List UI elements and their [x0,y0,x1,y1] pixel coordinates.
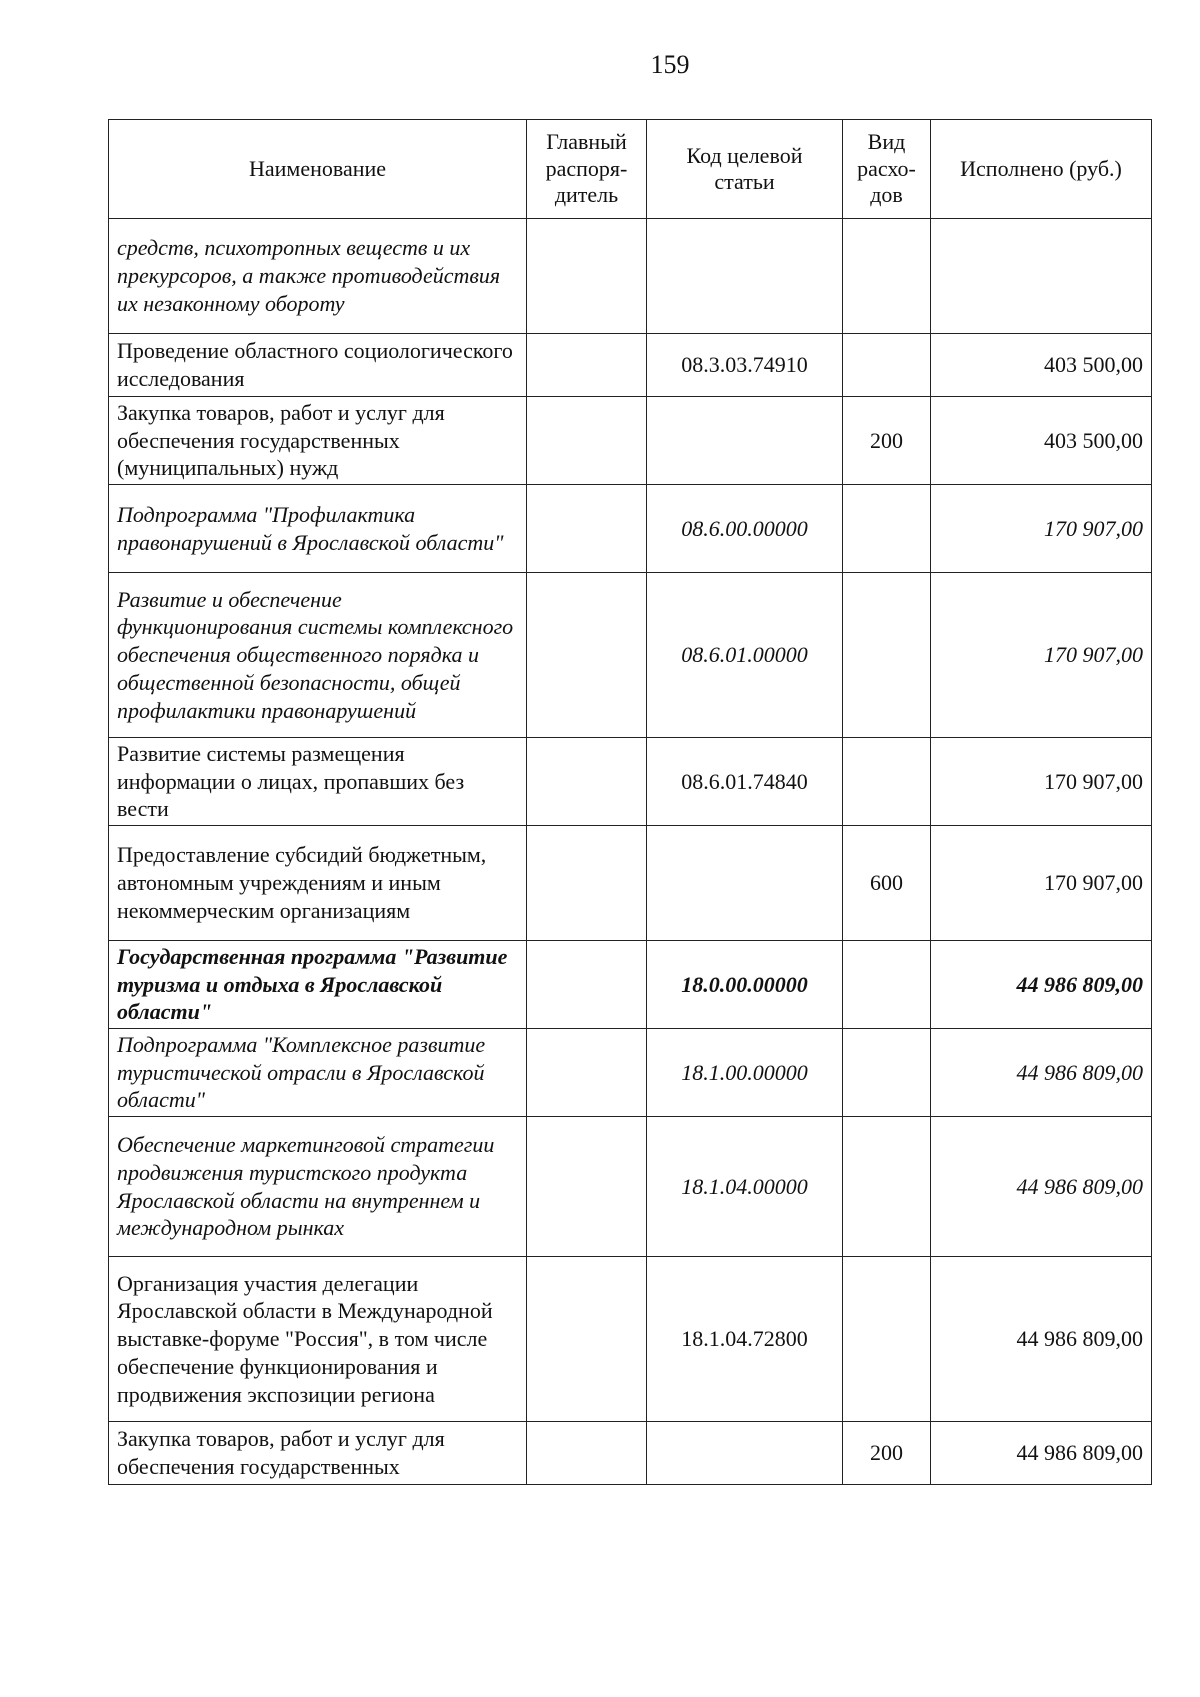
row-amount: 170 907,00 [931,738,1152,826]
row-amount: 170 907,00 [931,485,1152,573]
table-row [109,1422,1152,1485]
row-name: Закупка товаров, работ и услуг для обеспечения государственных (муниципальных) нужд [109,397,527,485]
row-code: 08.6.00.00000 [647,485,843,573]
table-body [109,219,1152,1485]
row-type [843,1257,931,1422]
row-name: Закупка товаров, работ и услуг для обеспечения государственных [109,1422,527,1485]
row-name: Подпрограмма "Комплексное развитие туристической отрасли в Ярославской области" [109,1029,527,1117]
row-name: Государственная программа "Развитие туризма и отдыха в Ярославской области" [109,941,527,1029]
header-type: Вид расхо-дов [843,120,931,219]
row-amount: 170 907,00 [931,573,1152,738]
row-chief [527,1422,647,1485]
table-row [109,1117,1152,1257]
row-code: 08.6.01.74840 [647,738,843,826]
row-type [843,334,931,397]
header-chief: Главный распоря-дитель [527,120,647,219]
row-code [647,1422,843,1485]
row-code [647,826,843,941]
table-row [109,334,1152,397]
row-name: Организация участия делегации Ярославской области в Международной выставке-форуме "Россия", в том числе обеспечение функционирования и продвижения экспозиции региона [109,1257,527,1422]
row-name: Проведение областного социологического исследования [109,334,527,397]
row-amount: 44 986 809,00 [931,1422,1152,1485]
row-type [843,573,931,738]
row-type: 600 [843,826,931,941]
row-name: Подпрограмма "Профилактика правонарушений в Ярославской области" [109,485,527,573]
row-code [647,397,843,485]
row-chief [527,573,647,738]
row-name: Развитие и обеспечение функционирования системы комплексного обеспечения общественного порядка и общественной безопасности, общей профилактики правонарушений [109,573,527,738]
row-type [843,738,931,826]
row-chief [527,941,647,1029]
header-name: Наименование [109,120,527,219]
row-chief [527,485,647,573]
row-amount: 170 907,00 [931,826,1152,941]
row-amount: 44 986 809,00 [931,1257,1152,1422]
budget-table [108,119,1152,1485]
row-chief [527,1029,647,1117]
row-chief [527,219,647,334]
row-amount: 403 500,00 [931,397,1152,485]
row-amount: 44 986 809,00 [931,941,1152,1029]
table-header-row [109,120,1152,219]
row-name: средств, психотропных веществ и их прекурсоров, а также противодействия их незаконному обороту [109,219,527,334]
row-type: 200 [843,1422,931,1485]
table-row [109,1257,1152,1422]
row-type: 200 [843,397,931,485]
row-code: 18.0.00.00000 [647,941,843,1029]
row-name: Предоставление субсидий бюджетным, автономным учреждениям и иным некоммерческим организациям [109,826,527,941]
table-row [109,219,1152,334]
row-chief [527,738,647,826]
row-name: Обеспечение маркетинговой стратегии продвижения туристского продукта Ярославской области на внутреннем и международном рынках [109,1117,527,1257]
row-code: 18.1.00.00000 [647,1029,843,1117]
row-chief [527,397,647,485]
row-code: 18.1.04.00000 [647,1117,843,1257]
row-amount: 403 500,00 [931,334,1152,397]
table-row [109,738,1152,826]
row-amount [931,219,1152,334]
row-type [843,219,931,334]
row-name: Развитие системы размещения информации о лицах, пропавших без вести [109,738,527,826]
header-code: Код целевой статьи [647,120,843,219]
table-row [109,826,1152,941]
page-number: 159 [650,50,690,79]
row-chief [527,334,647,397]
row-amount: 44 986 809,00 [931,1117,1152,1257]
table-row [109,941,1152,1029]
row-code [647,219,843,334]
row-code: 08.3.03.74910 [647,334,843,397]
row-chief [527,1117,647,1257]
table-row [109,485,1152,573]
row-type [843,485,931,573]
row-chief [527,826,647,941]
header-amount: Исполнено (руб.) [931,120,1152,219]
row-type [843,1117,931,1257]
table-row [109,573,1152,738]
row-code: 08.6.01.00000 [647,573,843,738]
table-row [109,1029,1152,1117]
row-type [843,1029,931,1117]
row-type [843,941,931,1029]
table-row [109,397,1152,485]
row-amount: 44 986 809,00 [931,1029,1152,1117]
row-code: 18.1.04.72800 [647,1257,843,1422]
row-chief [527,1257,647,1422]
